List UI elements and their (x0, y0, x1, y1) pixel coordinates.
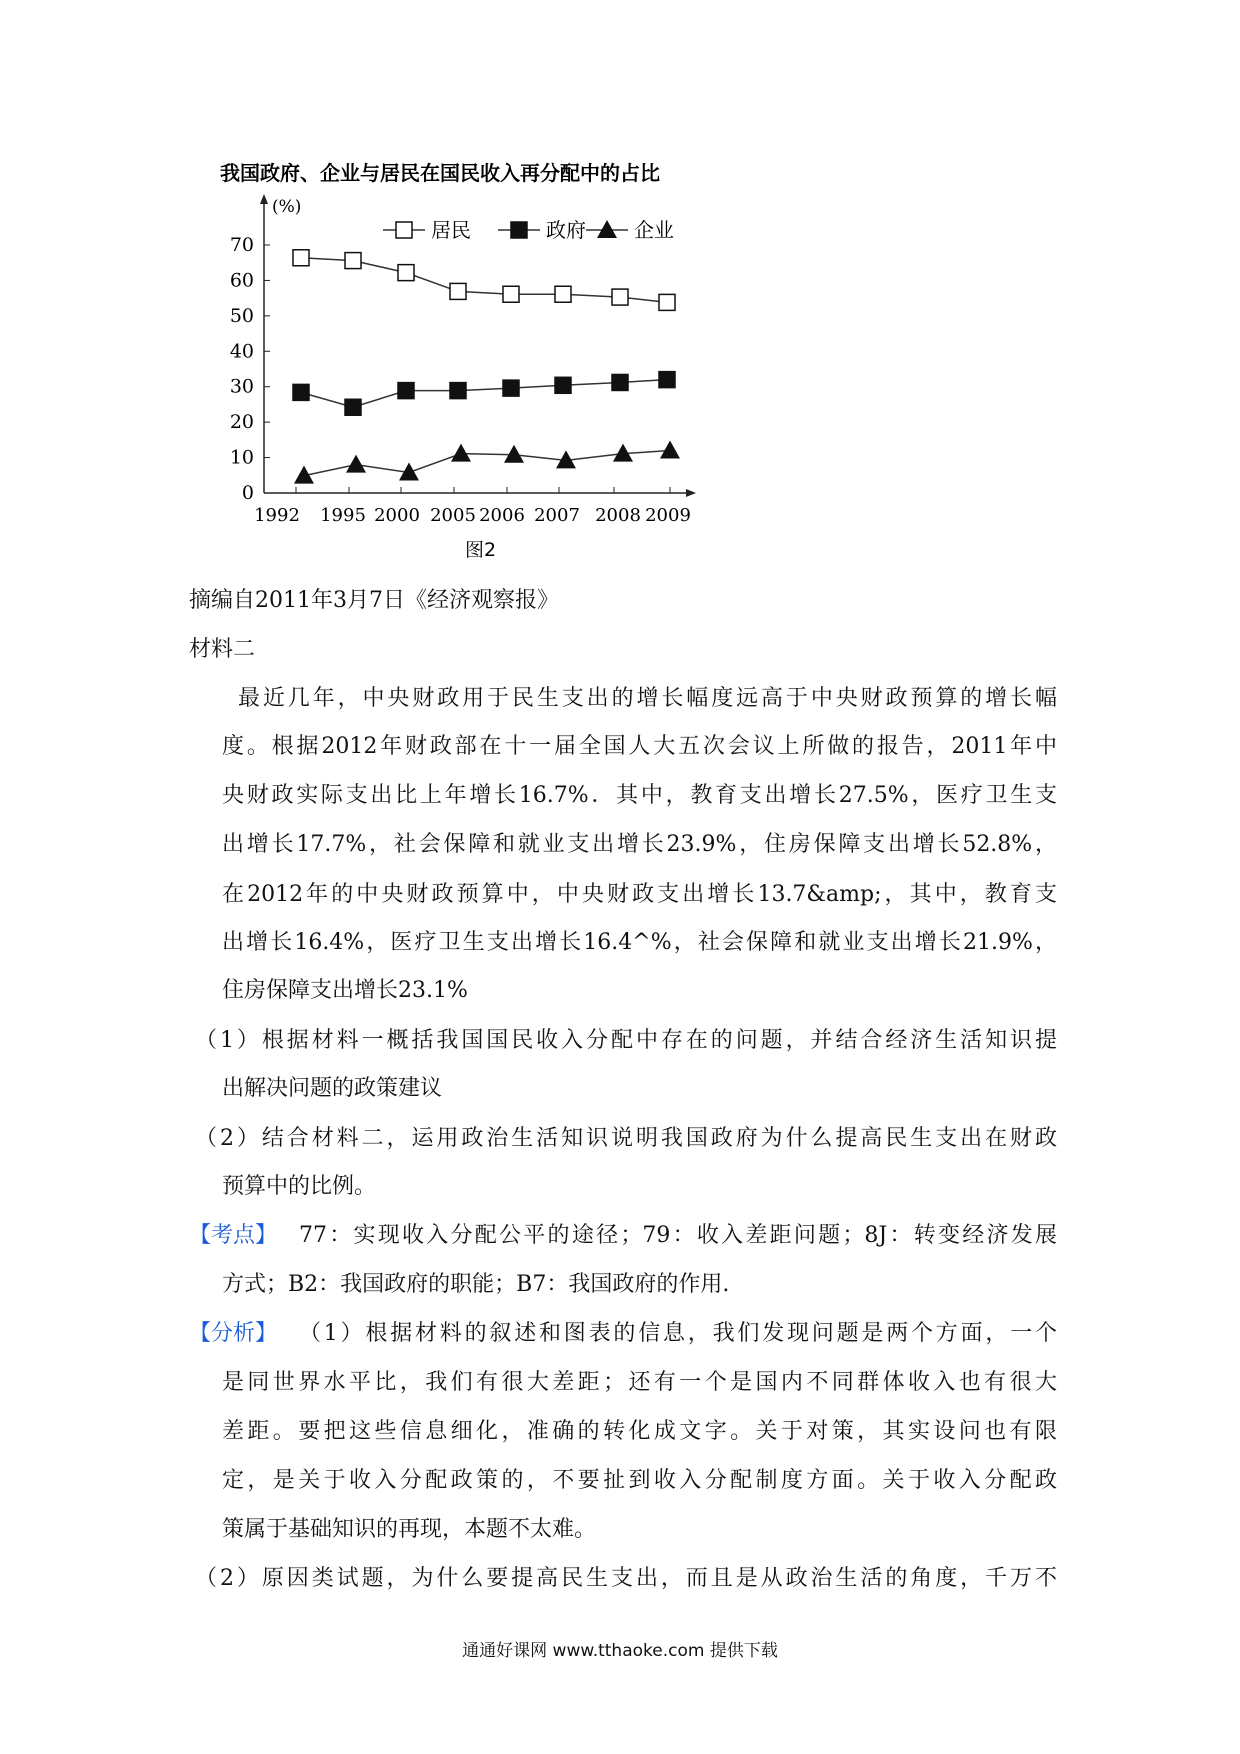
fenxi-line: 差距。要把这些信息细化，准确的转化成文字。关于对策，其实设问也有限 (222, 1419, 1057, 1444)
data-point (345, 399, 361, 415)
data-point (555, 377, 571, 393)
x-tick-label: 2005 (430, 505, 476, 526)
data-point (451, 444, 471, 462)
fenxi-line: 策属于基础知识的再现，本题不太难。 (222, 1517, 597, 1542)
paragraph-line: 度。根据2012年财政部在十一届全国人大五次会议上所做的报告，2011年中 (222, 734, 1057, 759)
data-point (659, 372, 675, 388)
x-tick-label: 2007 (534, 505, 580, 526)
fenxi-tag: 【分析】 (189, 1321, 278, 1346)
x-tick-label: 2008 (595, 505, 641, 526)
figure-caption: 图2 (465, 539, 497, 561)
data-point (612, 374, 628, 390)
y-tick-label: 70 (229, 234, 254, 256)
source-note: 摘编自2011年3月7日《经济观察报》 (189, 588, 559, 613)
y-axis-unit: (%) (272, 197, 302, 217)
paragraph-line: 央财政实际支出比上年增长16.7%．其中，教育支出增长27.5%，医疗卫生支 (222, 783, 1057, 808)
data-point (503, 380, 519, 396)
y-tick-label: 40 (229, 340, 254, 363)
data-point (450, 283, 466, 299)
x-tick-label: 1995 (320, 505, 366, 526)
kaodian-line (189, 1221, 1057, 1251)
legend-label: 政府 (546, 218, 586, 242)
data-point (345, 253, 361, 269)
data-point (398, 265, 414, 281)
data-point (398, 383, 414, 399)
x-tick-label: 2000 (374, 505, 420, 526)
legend-marker (597, 220, 617, 238)
x-tick-label: 2006 (479, 505, 525, 526)
fenxi-text: （1）根据材料的叙述和图表的信息，我们发现问题是两个方面，一个 (299, 1321, 1057, 1346)
kaodian-tag: 【考点】 (189, 1223, 278, 1248)
y-tick-label: 50 (229, 304, 254, 327)
question-2-cont: 预算中的比例。 (222, 1174, 377, 1199)
kaodian-text: 77：实现收入分配公平的途径；79：收入差距问题；8J：转变经济发展 (299, 1223, 1057, 1248)
y-tick-label: 30 (229, 375, 254, 398)
data-point (555, 286, 571, 302)
data-point (612, 289, 628, 305)
fenxi-line: 定，是关于收入分配政策的，不要扯到收入分配制度方面。关于收入分配政 (222, 1468, 1057, 1493)
data-point (659, 294, 675, 310)
paragraph-line: 最近几年，中央财政用于民生支出的增长幅度远高于中央财政预算的增长幅 (238, 686, 1057, 711)
legend-marker (511, 222, 527, 238)
question-1-cont: 出解决问题的政策建议 (222, 1076, 443, 1101)
x-tick-label: 1992 (254, 505, 300, 526)
footer-text: 通通好课网 www.tthaoke.com 提供下载 (462, 1641, 778, 1661)
paragraph-line: 在2012年的中央财政预算中，中央财政支出增长13.7&amp;，其中，教育支 (222, 882, 1057, 907)
kaodian-cont: 方式；B2：我国政府的职能；B7：我国政府的作用. (222, 1272, 730, 1297)
question-1: （1）根据材料一概括我国国民收入分配中存在的问题，并结合经济生活知识提 (195, 1028, 1057, 1053)
data-point (293, 250, 309, 266)
y-tick-label: 20 (229, 411, 254, 434)
data-point (293, 384, 309, 400)
data-point (504, 445, 524, 463)
data-point (450, 383, 466, 399)
x-tick-label: 2009 (645, 505, 691, 526)
legend-label: 企业 (634, 218, 674, 242)
y-axis-arrow (260, 194, 268, 204)
paragraph-line: 出增长17.7%，社会保障和就业支出增长23.9%，住房保障支出增长52.8%， (222, 832, 1057, 857)
legend-label: 居民 (431, 218, 471, 242)
data-point (346, 455, 366, 473)
line-chart (0, 0, 1240, 600)
y-tick-label: 10 (229, 446, 254, 469)
paragraph-line: 出增长16.4%，医疗卫生支出增长16.4^%，社会保障和就业支出增长21.9%， (222, 930, 1057, 955)
data-point (660, 440, 680, 458)
y-tick-label: 60 (229, 269, 254, 292)
fenxi-line: （2）原因类试题，为什么要提高民生支出，而且是从政治生活的角度，千万不 (195, 1566, 1057, 1591)
fenxi-line (189, 1319, 1057, 1349)
x-axis-arrow (686, 489, 696, 497)
fenxi-line: 是同世界水平比，我们有很大差距；还有一个是国内不同群体收入也有很大 (222, 1370, 1057, 1395)
data-point (503, 286, 519, 302)
legend-marker (396, 222, 412, 238)
chart-title: 我国政府、企业与居民在国民收入再分配中的占比 (220, 161, 660, 185)
question-2: （2）结合材料二，运用政治生活知识说明我国政府为什么提高民生支出在财政 (195, 1126, 1057, 1151)
y-tick-label: 0 (241, 482, 254, 504)
material2-heading: 材料二 (189, 637, 256, 662)
paragraph-line: 住房保障支出增长23.1% (222, 978, 468, 1003)
